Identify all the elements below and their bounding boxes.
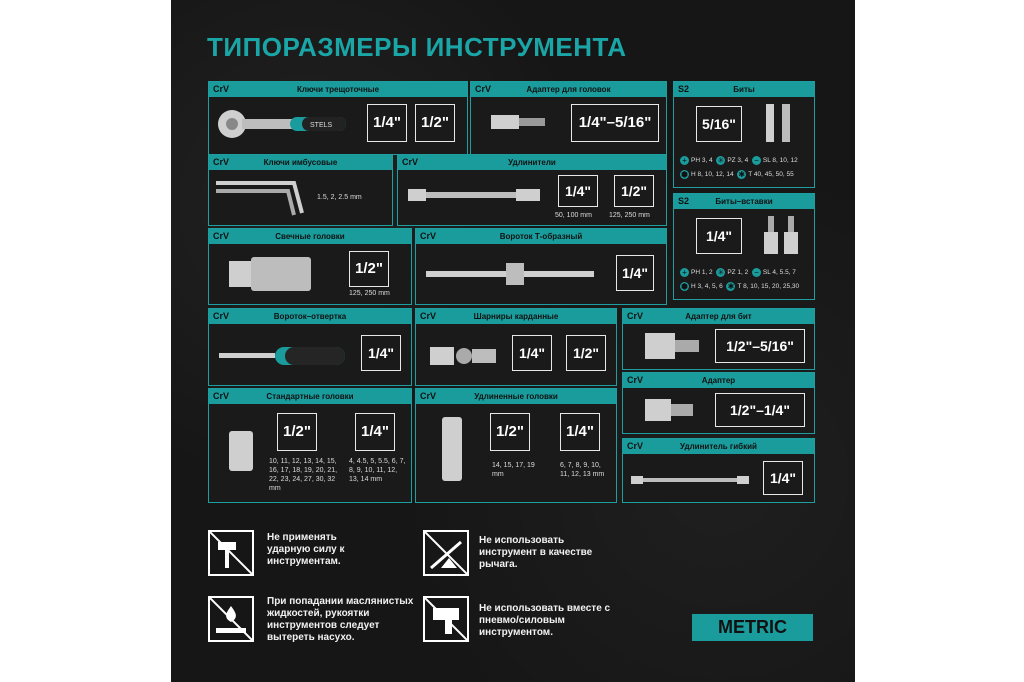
phillips-icon: + xyxy=(680,156,689,165)
material-label: CrV xyxy=(420,311,437,321)
brand-label: STELS xyxy=(310,122,333,129)
adapter-icon xyxy=(645,395,705,425)
adapter-icon xyxy=(491,112,551,132)
warning-text: Не использовать инструмент в качестве рычага. xyxy=(479,535,593,570)
flex-extension-icon xyxy=(631,473,751,487)
size-caption: 125, 250 mm xyxy=(349,290,390,297)
poster xyxy=(171,0,855,682)
material-label: CrV xyxy=(627,311,644,321)
size-caption: 6, 7, 8, 9, 10, 11, 12, 13 mm xyxy=(560,462,605,478)
ratchet-icon xyxy=(214,104,349,144)
size-box: 1/4" xyxy=(355,413,395,451)
size-caption: 14, 15, 17, 19 mm xyxy=(492,462,535,478)
slotted-icon: − xyxy=(752,268,761,277)
material-label: CrV xyxy=(475,84,492,94)
size-box: 1/4" xyxy=(512,335,552,371)
panel-flex-extension xyxy=(622,438,815,503)
power-tool-prohibited-icon xyxy=(423,596,469,642)
screwdriver-handle-icon xyxy=(219,341,349,371)
torx-icon: ✱ xyxy=(727,282,735,291)
legend-item: SL 4, 5.5, 7 xyxy=(762,269,796,277)
extension-icon xyxy=(408,185,543,205)
panel-screwdriver-handle xyxy=(208,308,412,386)
size-box: 1/4" xyxy=(696,218,742,254)
material-label: CrV xyxy=(402,157,419,167)
size-caption: 10, 11, 12, 13, 14, 15, 16, 17, 18, 19, 20, 21, 22, 23, 24, 27, 30, 32 mm xyxy=(269,458,338,492)
warning-text: Не применять ударную силу к инструментам. xyxy=(267,532,345,567)
panel-extensions xyxy=(397,154,667,226)
warning-text: Не использовать вместе с пневмо/силовым инструментом. xyxy=(479,603,611,638)
hex-icon: ⬢ xyxy=(681,282,688,291)
size-box: 1/4" xyxy=(560,413,600,451)
material-label: CrV xyxy=(213,84,230,94)
universal-joint-icon xyxy=(430,341,500,371)
size-box: 1/2" xyxy=(614,175,654,207)
material-label: S2 xyxy=(678,84,690,94)
slotted-icon: − xyxy=(752,156,761,165)
material-label: CrV xyxy=(420,231,437,241)
phillips-icon: + xyxy=(680,268,689,277)
pozidriv-icon: ✳ xyxy=(717,156,725,165)
legend-item: T 40, 45, 50, 55 xyxy=(748,171,794,179)
panel-bits xyxy=(673,81,815,188)
size-box: 1/2" xyxy=(415,104,455,142)
size-box: 1/2" xyxy=(277,413,317,451)
bit-adapter-icon xyxy=(645,331,705,361)
size-box: 1/4" xyxy=(558,175,598,207)
panel-t-handle xyxy=(415,228,667,305)
lever-prohibited-icon xyxy=(423,530,469,576)
size-box: 1/2" xyxy=(490,413,530,451)
panel-title: Биты xyxy=(733,85,755,94)
panel-hex-keys xyxy=(208,154,393,226)
torx-icon: ✱ xyxy=(738,170,746,179)
material-label: S2 xyxy=(678,196,690,206)
size-box: 1/2" xyxy=(349,251,389,287)
panel-title: Ключи имбусовые xyxy=(263,158,338,167)
legend-item: T 8, 10, 15, 20, 25,30 xyxy=(737,283,800,291)
t-handle-icon xyxy=(426,259,596,289)
panel-title: Адаптер xyxy=(701,376,736,385)
page-title: ТИПОРАЗМЕРЫ ИНСТРУМЕНТА xyxy=(207,32,627,62)
panel-universal-joints xyxy=(415,308,617,386)
panel-spark-plug xyxy=(208,228,412,305)
size-box: 1/4" xyxy=(763,461,803,495)
legend-item: H 8, 10, 12, 14 xyxy=(691,171,734,179)
legend-item: H 3, 4, 5, 6 xyxy=(691,283,723,291)
panel-ratchet xyxy=(208,81,468,155)
warning-text: При попадании маслянистых жидкостей, рукоятки инструментов следует вытереть насухо. xyxy=(267,596,414,643)
panel-title: Биты–вставки xyxy=(715,197,773,206)
deep-socket-icon xyxy=(438,415,468,485)
size-box: 1/4" xyxy=(361,335,401,371)
size-caption: 125, 250 mm xyxy=(609,212,650,219)
legend-item: PZ 1, 2 xyxy=(727,269,749,277)
material-label: CrV xyxy=(213,311,230,321)
size-caption: 50, 100 mm xyxy=(555,212,592,219)
size-caption: 1.5, 2, 2.5 mm xyxy=(317,194,362,201)
bit-sockets-icon xyxy=(762,214,802,259)
material-label: CrV xyxy=(627,375,644,385)
panel-title: Ключи трещоточные xyxy=(296,85,380,94)
panel-deep-sockets xyxy=(415,388,617,503)
size-box: 1/2"–1/4" xyxy=(715,393,805,427)
panel-title: Вороток–отвертка xyxy=(273,312,347,321)
legend-item: PH 1, 2 xyxy=(691,269,713,277)
panel-title: Свечные головки xyxy=(275,232,345,241)
size-box: 1/4" xyxy=(616,255,654,291)
legend-item: PH 3, 4 xyxy=(691,157,713,165)
panel-adapter-heads xyxy=(470,81,667,155)
hammer-prohibited-icon xyxy=(208,530,254,576)
standard-socket-icon xyxy=(227,429,257,474)
panel-adapter xyxy=(622,372,815,434)
material-label: CrV xyxy=(213,157,230,167)
panel-title: Удлинители xyxy=(508,158,556,167)
size-box: 5/16" xyxy=(696,106,742,142)
panel-bit-adapter xyxy=(622,308,815,370)
size-caption: 4, 4.5, 5, 5.5, 6, 7, 8, 9, 10, 11, 12, 13, 14 mm xyxy=(349,458,406,483)
spark-plug-socket-icon xyxy=(229,253,329,293)
panel-title: Вороток Т-образный xyxy=(499,232,583,241)
size-box: 1/2" xyxy=(566,335,606,371)
size-box: 1/2"–5/16" xyxy=(715,329,805,363)
panel-title: Стандартные головки xyxy=(266,392,354,401)
panel-title: Удлиненные головки xyxy=(474,392,558,401)
size-box: 1/4"–5/16" xyxy=(571,104,659,142)
material-label: CrV xyxy=(420,391,437,401)
panel-bit-sockets xyxy=(673,193,815,300)
material-label: CrV xyxy=(213,231,230,241)
bits-icon xyxy=(762,102,802,144)
metric-badge: METRIC xyxy=(692,614,813,641)
pozidriv-icon: ✳ xyxy=(717,268,725,277)
size-box: 1/4" xyxy=(367,104,407,142)
panel-title: Удлинитель гибкий xyxy=(680,442,757,451)
legend-item: PZ 3, 4 xyxy=(727,157,749,165)
material-label: CrV xyxy=(627,441,644,451)
hex-icon: ⬢ xyxy=(681,170,688,179)
panel-title: Адаптер для бит xyxy=(685,312,752,321)
hex-keys-icon xyxy=(214,175,309,220)
oil-drop-icon xyxy=(208,596,254,642)
panel-title: Шарниры карданные xyxy=(473,312,559,321)
material-label: CrV xyxy=(213,391,230,401)
panel-title: Адаптер для головок xyxy=(526,85,611,94)
legend-item: SL 8, 10, 12 xyxy=(762,157,798,165)
panel-standard-sockets xyxy=(208,388,412,503)
